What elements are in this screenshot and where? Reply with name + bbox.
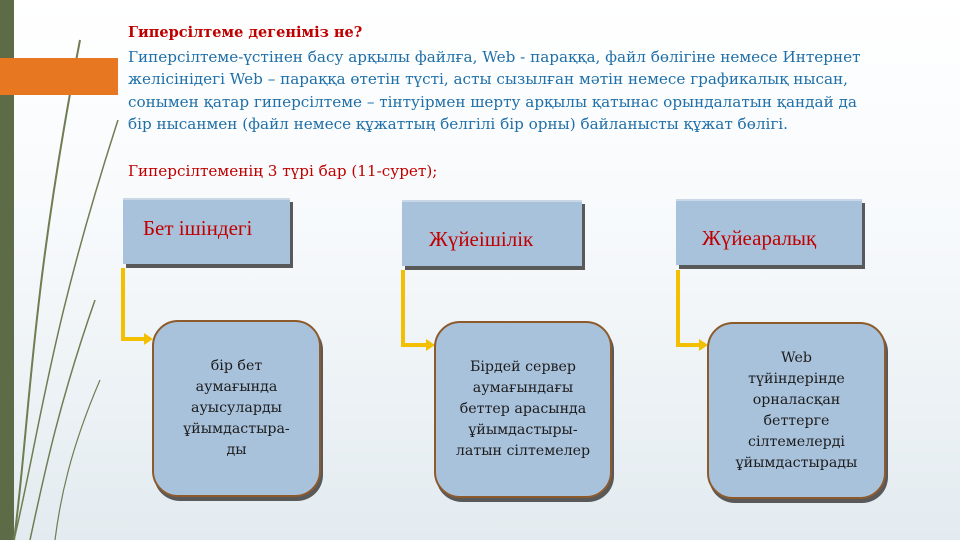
desc-line: бір бет: [210, 358, 263, 374]
desc-line: ұйымдастырады: [735, 454, 858, 471]
desc-line: орналасқан: [752, 391, 841, 408]
desc-line: Бірдей сервер: [469, 359, 577, 375]
desc-line: беттер арасында: [459, 401, 587, 417]
types-subtitle: Гиперсілтеменің 3 түрі бар (11-сурет);: [128, 162, 438, 180]
description-text: [736, 348, 858, 474]
description-text: [183, 356, 289, 461]
type-box-intra-system: [402, 200, 582, 266]
desc-line: Web: [781, 349, 812, 366]
type-label: Жүйеішілік: [429, 226, 534, 251]
desc-line: ұйымдастыра-: [183, 421, 290, 437]
paragraph-line: желісінідегі Web – параққа өтетін түсті, асты сызылған мәтін немесе графикалық нысан,: [128, 70, 848, 89]
type-box-inter-system: [676, 199, 862, 265]
page-title: Гиперсілтеме дегеніміз не?: [128, 24, 363, 41]
description-box-intra-system: [434, 321, 612, 498]
connector-1: [123, 268, 144, 339]
desc-line: аумағында: [195, 379, 278, 395]
type-label: Бет ішіндегі: [143, 215, 253, 240]
connector-3: [678, 270, 699, 345]
description-box-in-page: [152, 320, 321, 497]
desc-line: ұйымдастыры-: [468, 422, 578, 438]
paragraph-line: бір нысанмен (файл немесе құжаттың белгілі бір орны) байланысты құжат бөлігі.: [128, 115, 788, 134]
desc-line: түйіндерінде: [748, 370, 845, 387]
description-text: [456, 357, 590, 462]
desc-line: беттерге: [763, 412, 830, 429]
paragraph-line: Гиперсілтеме-үстінен басу арқылы файлға, Web - параққа, файл бөлігіне немесе Интернет: [128, 48, 861, 66]
desc-line: ды: [226, 442, 247, 458]
connector-2: [403, 270, 426, 345]
description-box-inter-system: [707, 322, 886, 499]
desc-line: латын сілтемелер: [455, 443, 591, 459]
desc-line: сілтемелерді: [748, 433, 845, 450]
paragraph-line: сонымен қатар гиперсілтеме – тінтуірмен шерту арқылы қатынас орындалатын қандай да: [128, 92, 857, 111]
type-box-in-page: [123, 198, 290, 264]
type-label: Жүйеаралық: [702, 225, 817, 250]
desc-line: ауысуларды: [191, 400, 282, 416]
desc-line: аумағындағы: [472, 380, 574, 396]
